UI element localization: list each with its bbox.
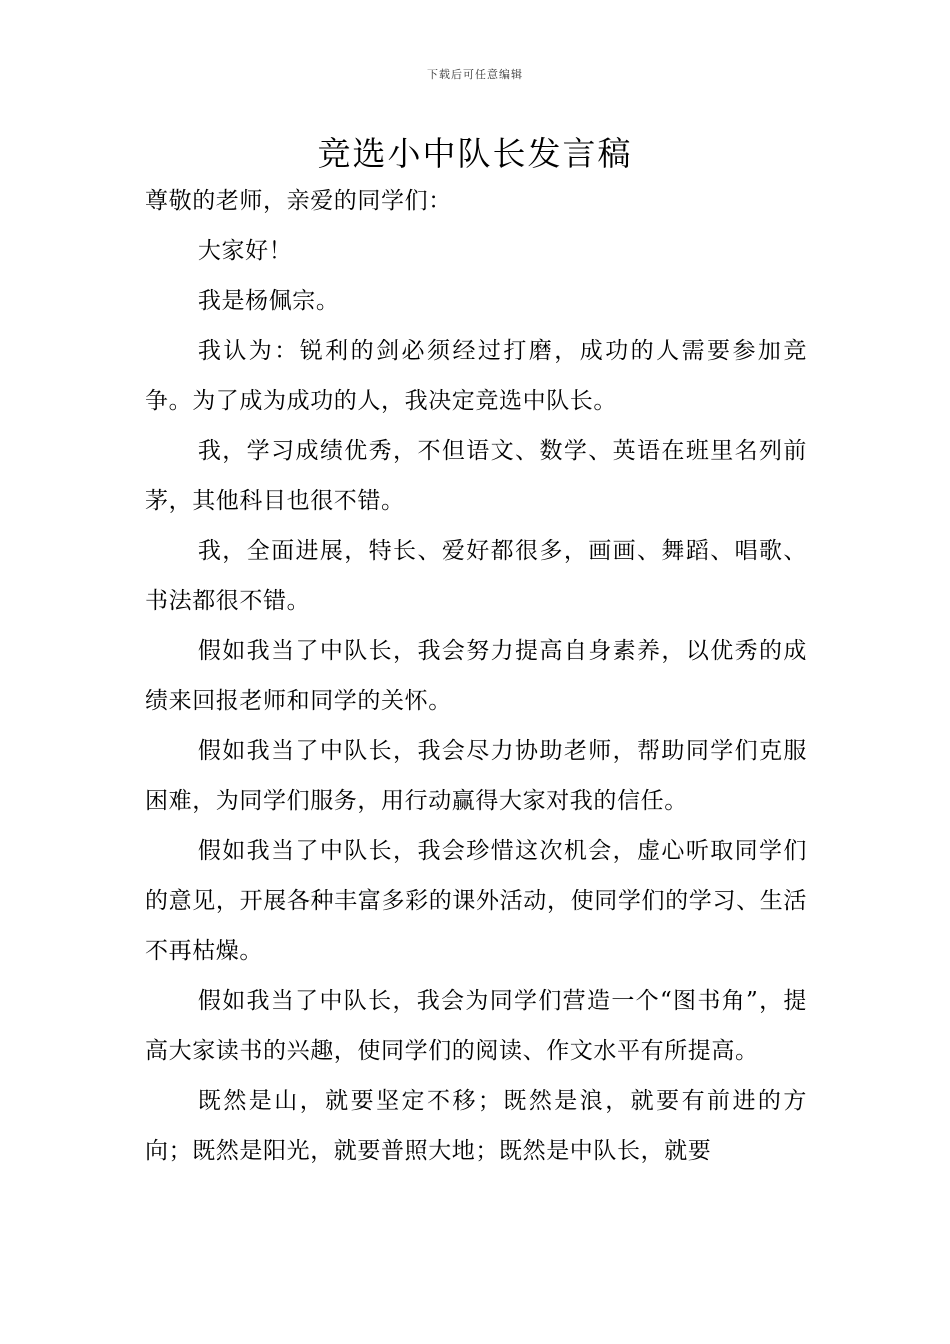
paragraph-10: 既然是山，就要坚定不移；既然是浪，就要有前进的方向；既然是阳光，就要普照大地；既然是中队长，就要 [145, 1088, 807, 1164]
paragraph-9: 假如我当了中队长，我会为同学们营造一个“图书角”，提高大家读书的兴趣，使同学们的阅读、作文水平有所提高。 [145, 988, 807, 1064]
paragraph-4: 我，学习成绩优秀，不但语文、数学、英语在班里名列前茅，其他科目也很不错。 [145, 438, 807, 514]
greeting-line: 尊敬的老师，亲爱的同学们： [145, 188, 452, 214]
paragraph-8: 假如我当了中队长，我会珍惜这次机会，虚心听取同学们的意见，开展各种丰富多彩的课外活动，使同学们的学习、生活不再枯燥。 [145, 838, 807, 964]
paragraph-6: 假如我当了中队长，我会努力提高自身素养，以优秀的成绩来回报老师和同学的关怀。 [145, 638, 807, 714]
paragraph-7: 假如我当了中队长，我会尽力协助老师，帮助同学们克服困难，为同学们服务，用行动赢得大家对我的信任。 [145, 738, 807, 814]
paragraph-2: 我是杨佩宗。 [197, 288, 340, 314]
page-header-note: 下载后可任意编辑 [427, 68, 523, 81]
paragraph-3: 我认为：锐利的剑必须经过打磨，成功的人需要参加竞争。为了成为成功的人，我决定竞选中队长。 [145, 338, 807, 414]
document-body [145, 176, 807, 1176]
paragraph-5: 我，全面进展，特长、爱好都很多，画画、舞蹈、唱歌、书法都很不错。 [145, 538, 807, 614]
paragraph-1: 大家好！ [197, 238, 293, 264]
document-title: 竞选小中队长发言稿 [317, 134, 633, 173]
